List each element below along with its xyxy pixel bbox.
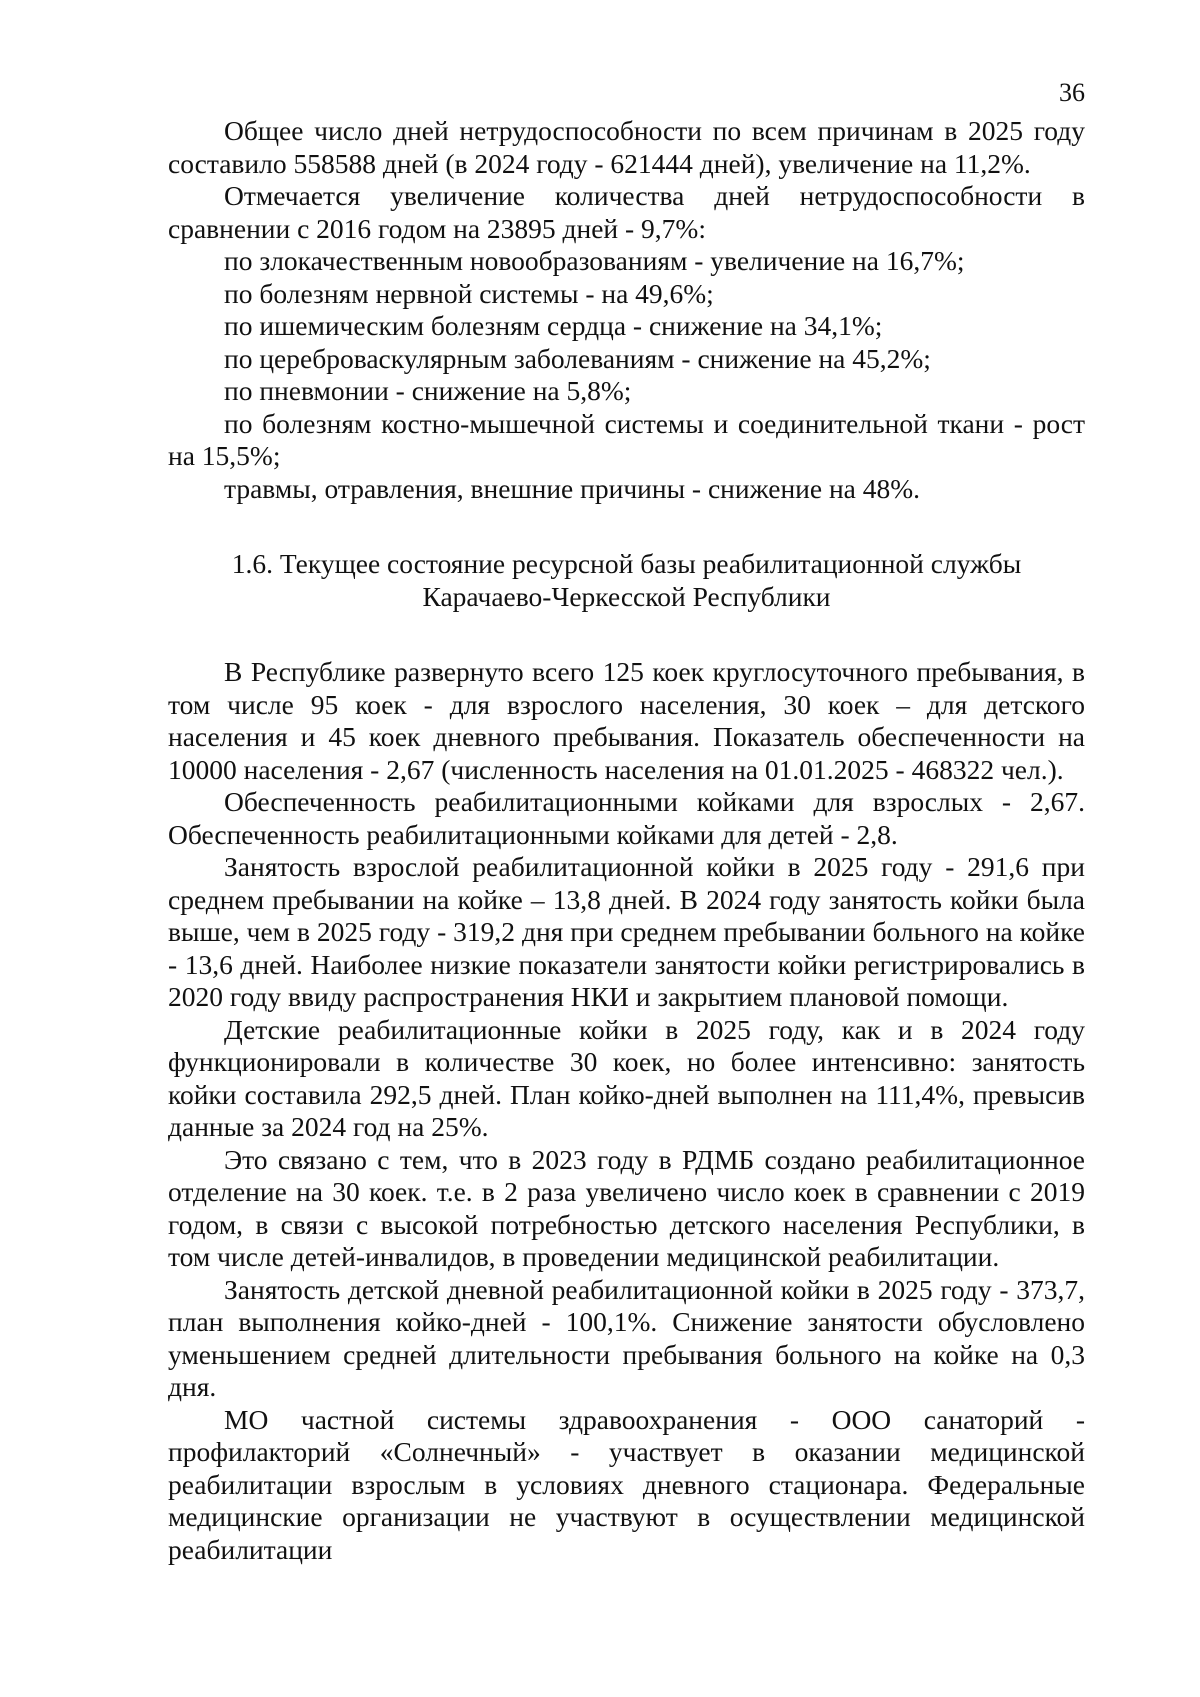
list-item: травмы, отравления, внешние причины - снижение на 48%. <box>224 472 921 504</box>
list-item: по болезням костно-мышечной системы и соединительной ткани - рост на 15,5%; <box>168 407 1085 471</box>
list-item: по пневмонии - снижение на 5,8%; <box>224 375 632 406</box>
causes-list <box>168 245 1085 505</box>
section-heading-line-1: 1.6. Текущее состояние ресурсной базы реабилитационной службы <box>231 548 1022 579</box>
list-item: по болезням нервной системы - на 49,6%; <box>224 277 714 309</box>
paragraph-beds-provision: Обеспеченность реабилитационными койками для взрослых - 2,67. Обеспеченность реабилитационными койками для детей - 2,8. <box>168 786 1085 850</box>
list-item: по ишемическим болезням сердца - снижение на 34,1%; <box>224 310 883 341</box>
paragraph-sick-days-increase: Отмечается увеличение количества дней нетрудоспособности в сравнении с 2016 годом на 23895 дней - 9,7%: <box>168 180 1085 244</box>
paragraph-adult-bed-occupancy: Занятость взрослой реабилитационной койки в 2025 году - 291,6 при среднем пребывании на койке – 13,8 дней. В 2024 году занятость койки была выше, чем в 2025 году - 319,2 дня при среднем пребывании больного на койке - 13,6 дней. Наиболее низкие показатели занятости койки регистрировались в 2020 году ввиду распространения НКИ и закрытием плановой помощи. <box>168 851 1085 1012</box>
section-heading <box>168 548 1085 613</box>
list-item: по злокачественным новообразованиям - увеличение на 16,7%; <box>224 245 965 276</box>
paragraph-child-day-beds: Занятость детской дневной реабилитационной койки в 2025 году - 373,7, план выполнения койко-дней - 100,1%. Снижение занятости обусловлено уменьшением средней длительности пребывания больного на койке на 0,3 дня. <box>168 1273 1085 1402</box>
page-body <box>168 115 1085 1566</box>
paragraph-rdmb-department: Это связано с тем, что в 2023 году в РДМБ создано реабилитационное отделение на 30 коек. т.е. в 2 раза увеличено число коек в сравнении с 2019 годом, в связи с высокой потребностью детского населения Республики, в том числе детей-инвалидов, в проведении медицинской реабилитации. <box>168 1143 1085 1272</box>
list-item: по цереброваскулярным заболеваниям - снижение на 45,2%; <box>224 342 931 374</box>
paragraph-private-system: МО частной системы здравоохранения - ООО санаторий - профилакторий «Солнечный» - участвует в оказании медицинской реабилитации взрослым в условиях дневного стационара. Федеральные медицинские организации не участвуют в осуществлении медицинской реабилитации <box>168 1403 1085 1565</box>
section-heading-line-2: Карачаево-Черкесской Республики <box>422 580 831 612</box>
page-number: 36 <box>1059 78 1085 107</box>
paragraph-sick-days-total: Общее число дней нетрудоспособности по всем причинам в 2025 году составило 558588 дней (в 2024 году - 621444 дней), увеличение на 11,2%. <box>168 115 1085 179</box>
paragraph-beds-capacity: В Республике развернуто всего 125 коек круглосуточного пребывания, в том числе 95 коек - для взрослого населения, 30 коек – для детского населения и 45 коек дневного пребывания. Показатель обеспеченности на 10000 населения - 2,67 (численность населения на 01.01.2025 - 468322 чел.). <box>168 656 1085 785</box>
paragraph-child-beds: Детские реабилитационные койки в 2025 году, как и в 2024 году функционировали в количестве 30 коек, но более интенсивно: занятость койки составила 292,5 дней. План койко-дней выполнен на 111,4%, превысив данные за 2024 год на 25%. <box>168 1013 1085 1142</box>
